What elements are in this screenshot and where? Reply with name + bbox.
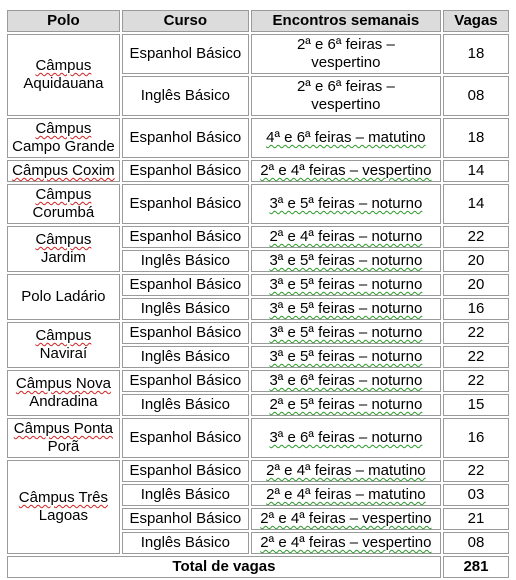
- curso-cell: Espanhol Básico: [122, 184, 249, 224]
- encontros-cell: 3ª e 5ª feiras – noturno: [251, 346, 441, 368]
- table-row: [7, 418, 509, 458]
- encontros-cell: 3ª e 6ª feiras – noturno: [251, 370, 441, 392]
- polo-cell: Câmpus Corumbá: [7, 184, 120, 224]
- encontros-cell: 2ª e 4ª feiras – vespertino: [251, 160, 441, 182]
- polo-cell: Câmpus Coxim: [7, 160, 120, 182]
- vagas-cell: 14: [443, 160, 509, 182]
- encontros-cell: 2ª e 4ª feiras – vespertino: [251, 508, 441, 530]
- header-polo: Polo: [7, 10, 120, 32]
- table-row: [7, 34, 509, 74]
- curso-cell: Inglês Básico: [122, 250, 249, 272]
- vagas-cell: 16: [443, 418, 509, 458]
- polo-cell: Câmpus Naviraí: [7, 322, 120, 368]
- vagas-cell: 22: [443, 460, 509, 482]
- vagas-cell: 21: [443, 508, 509, 530]
- curso-cell: Espanhol Básico: [122, 370, 249, 392]
- curso-cell: Espanhol Básico: [122, 160, 249, 182]
- polo-cell: Câmpus Nova Andradina: [7, 370, 120, 416]
- polo-cell: Câmpus Três Lagoas: [7, 460, 120, 554]
- curso-cell: Inglês Básico: [122, 346, 249, 368]
- vagas-cell: 20: [443, 250, 509, 272]
- header-vagas: Vagas: [443, 10, 509, 32]
- encontros-cell: 3ª e 5ª feiras – noturno: [251, 322, 441, 344]
- table-row: [7, 274, 509, 296]
- encontros-cell: 3ª e 5ª feiras – noturno: [251, 250, 441, 272]
- curso-cell: Espanhol Básico: [122, 118, 249, 158]
- header-curso: Curso: [122, 10, 249, 32]
- table-row: [7, 460, 509, 482]
- vagas-cell: 22: [443, 370, 509, 392]
- curso-cell: Inglês Básico: [122, 76, 249, 116]
- vagas-cell: 22: [443, 322, 509, 344]
- table-row: [7, 184, 509, 224]
- header-row: [7, 10, 509, 32]
- encontros-cell: 3ª e 6ª feiras – noturno: [251, 418, 441, 458]
- vagas-table: [5, 8, 511, 580]
- vagas-cell: 14: [443, 184, 509, 224]
- vagas-cell: 15: [443, 394, 509, 416]
- table-row: [7, 118, 509, 158]
- curso-cell: Espanhol Básico: [122, 274, 249, 296]
- encontros-cell: 2ª e 6ª feiras – vespertino: [251, 76, 441, 116]
- vagas-cell: 22: [443, 226, 509, 248]
- encontros-cell: 2ª e 4ª feiras – matutino: [251, 460, 441, 482]
- encontros-cell: 2ª e 4ª feiras – vespertino: [251, 532, 441, 554]
- curso-cell: Espanhol Básico: [122, 34, 249, 74]
- polo-cell: Câmpus Campo Grande: [7, 118, 120, 158]
- polo-cell: Câmpus Aquidauana: [7, 34, 120, 116]
- vagas-cell: 18: [443, 34, 509, 74]
- table-row: [7, 226, 509, 248]
- vagas-cell: 18: [443, 118, 509, 158]
- curso-cell: Inglês Básico: [122, 298, 249, 320]
- curso-cell: Espanhol Básico: [122, 322, 249, 344]
- encontros-cell: 3ª e 5ª feiras – noturno: [251, 184, 441, 224]
- total-label: Total de vagas: [7, 556, 441, 578]
- encontros-cell: 3ª e 5ª feiras – noturno: [251, 274, 441, 296]
- encontros-cell: 2ª e 5ª feiras – noturno: [251, 394, 441, 416]
- table-row: [7, 322, 509, 344]
- encontros-cell: 2ª e 4ª feiras – noturno: [251, 226, 441, 248]
- curso-cell: Espanhol Básico: [122, 460, 249, 482]
- vagas-cell: 08: [443, 76, 509, 116]
- curso-cell: Espanhol Básico: [122, 508, 249, 530]
- vagas-cell: 16: [443, 298, 509, 320]
- curso-cell: Inglês Básico: [122, 532, 249, 554]
- encontros-cell: 2ª e 4ª feiras – matutino: [251, 484, 441, 506]
- total-value: 281: [443, 556, 509, 578]
- polo-cell: Câmpus Ponta Porã: [7, 418, 120, 458]
- curso-cell: Espanhol Básico: [122, 418, 249, 458]
- total-row: [7, 556, 509, 578]
- header-encontros: Encontros semanais: [251, 10, 441, 32]
- vagas-cell: 03: [443, 484, 509, 506]
- polo-cell: Câmpus Jardim: [7, 226, 120, 272]
- vagas-cell: 22: [443, 346, 509, 368]
- encontros-cell: 3ª e 5ª feiras – noturno: [251, 298, 441, 320]
- curso-cell: Espanhol Básico: [122, 226, 249, 248]
- table-row: [7, 160, 509, 182]
- encontros-cell: 2ª e 6ª feiras – vespertino: [251, 34, 441, 74]
- table-row: [7, 370, 509, 392]
- encontros-cell: 4ª e 6ª feiras – matutino: [251, 118, 441, 158]
- vagas-cell: 08: [443, 532, 509, 554]
- curso-cell: Inglês Básico: [122, 394, 249, 416]
- curso-cell: Inglês Básico: [122, 484, 249, 506]
- vagas-cell: 20: [443, 274, 509, 296]
- polo-cell: Polo Ladário: [7, 274, 120, 320]
